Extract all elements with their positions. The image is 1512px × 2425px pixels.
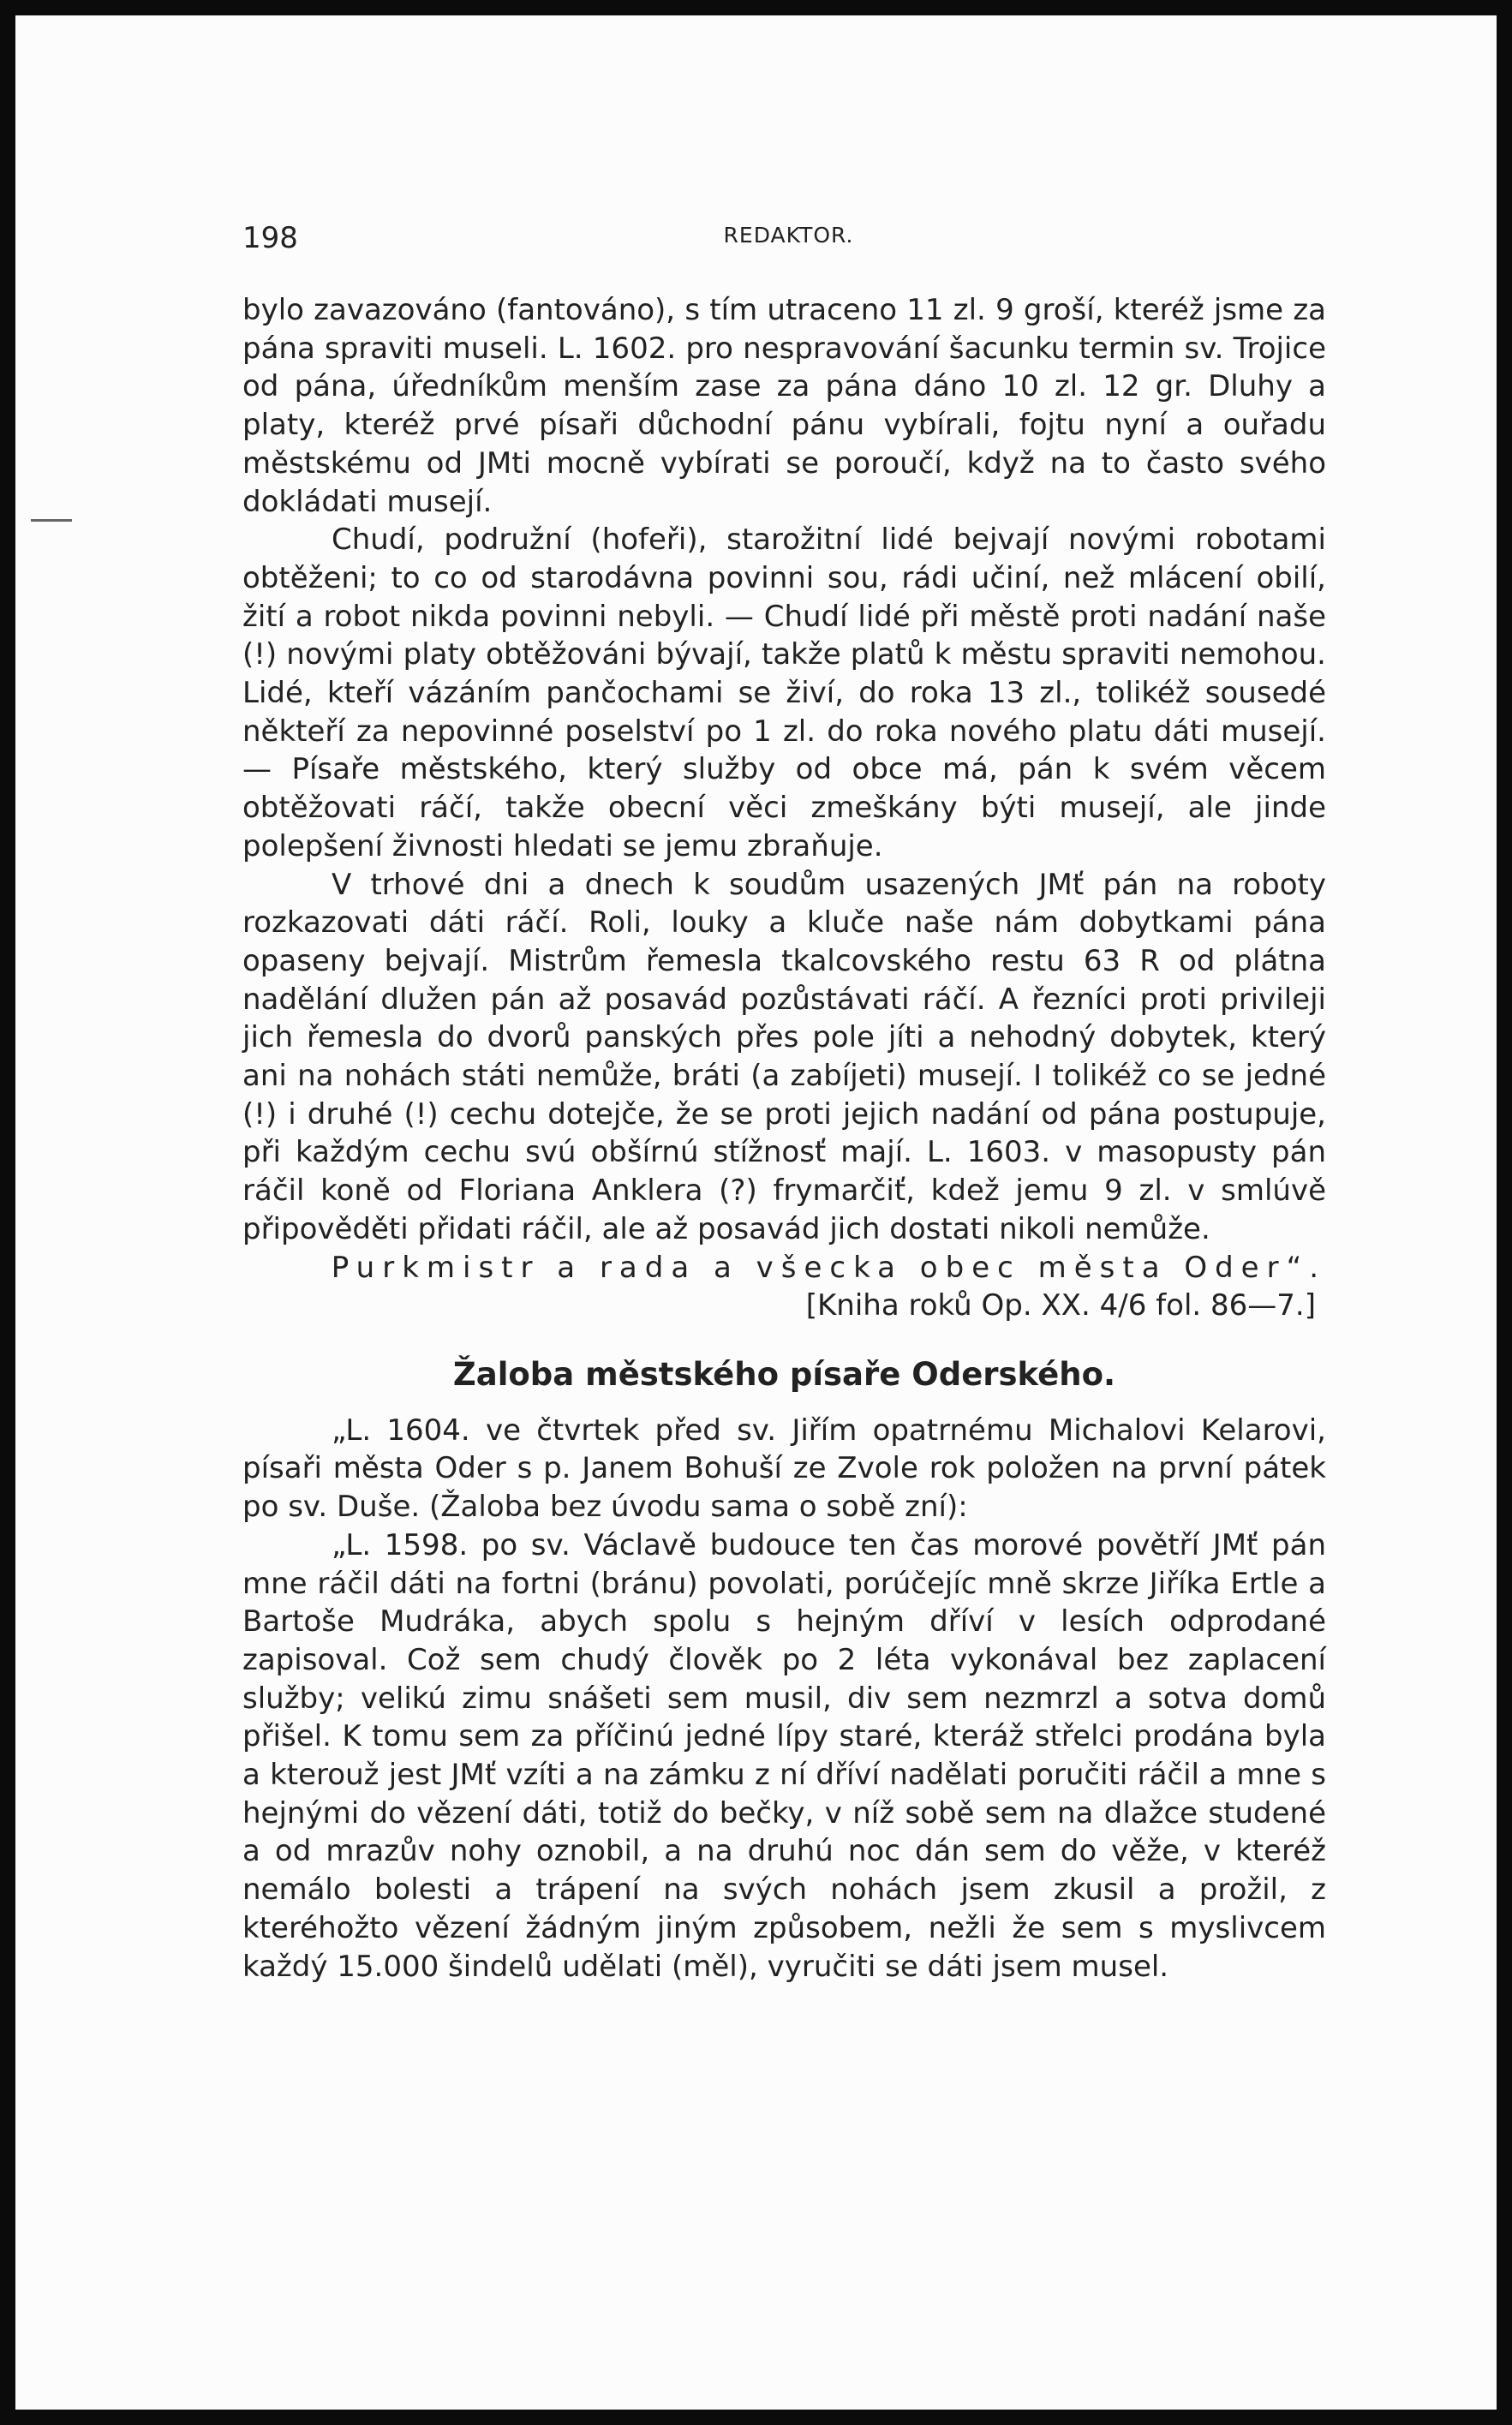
paragraph-2: Chudí, podružní (hofeři), starožitní lidé bejvají novými robotami obtěženi; to co od starodávna povinni sou, rádi učiní, než mlácení obilí, žití a robot nikda povinni nebyli. — Chudí lidé při městě proti nadání naše (!) novými platy obtěžováni bývají, takže platů k městu spraviti nemohou. Lidé, kteří vázáním pančochami se živí, do roka 13 zl., tolikéž sousedé někteří za nepovinné poselství po 1 zl. do roka nového platu dáti musejí. — Písaře městského, který služby od obce má, pán k svém věcem obtěžovati ráčí, takže obecní věci zmeškány býti musejí, ale jinde polepšení živnosti hledati se jemu zbraňuje. <box>242 523 1326 863</box>
paragraph-5: „L. 1598. po sv. Václavě budouce ten čas morové povětří JMť pán mne ráčil dáti na fortni (bránu) povolati, porúčejíc mně skrze Jiříka Ertle a Bartoše Mudráka, abych spolu s hejným dříví v lesích odprodané zapisoval. Což sem chudý člověk po 2 léta vykonával bez zaplacení služby; velikú zimu snášeti sem musil, div sem nezmrzl a sotva domů přišel. K tomu sem za příčinú jedné lípy staré, kteráž střelci prodána byla a kterouž jest JMť vzíti a na zámku z ní dříví nadělati poručiti ráčil a mne s hejnými do vězení dáti, totiž do bečky, v níž sobě sem na dlažce studené a od mrazův nohy oznobil, a na druhú noc dán sem do věže, v kteréž nemálo bolesti a trápení na svých nohách jsem zkusil a prožil, z kteréhožto vězení žádným jiným způsobem, nežli že sem s myslivcem každý 15.000 šindelů udělati (měl), vyručiti se dáti jsem musel. <box>242 1527 1326 1984</box>
paragraph-4: „L. 1604. ve čtvrtek před sv. Jiřím opatrnému Michalovi Kelarovi, písaři města Oder s p. Janem Bohuší ze Zvole rok položen na první pátek po sv. Duše. (Žaloba bez úvodu sama o sobě zní): <box>242 1413 1326 1525</box>
page-header <box>242 214 1335 266</box>
page-number: 198 <box>242 221 298 255</box>
running-title: REDAKTOR. <box>723 223 854 248</box>
body-text <box>242 291 1326 1986</box>
margin-mark <box>31 519 72 522</box>
signature-line: Purkmistr a rada a všecka obec města Oder“. <box>331 1250 1326 1285</box>
paragraph-1: bylo zavazováno (fantováno), s tím utraceno 11 zl. 9 groší, kteréž jsme za pána spraviti museli. L. 1602. pro nespravování šacunku termin sv. Trojice od pána, úředníkům menším zase za pána dáno 10 zl. 12 gr. Dluhy a platy, kteréž prvé písaři důchodní pánu vybírali, fojtu nyní a ouřadu městskému od JMti mocně vybírati se poroučí, když na to často svého dokládati musejí. <box>242 293 1326 519</box>
citation: [Kniha roků Op. XX. 4/6 fol. 86—7.] <box>805 1288 1316 1323</box>
paragraph-3: V trhové dni a dnech k soudům usazených JMť pán na roboty rozkazovati dáti ráčí. Roli, louky a kluče naše nám dobytkami pána opaseny bejvají. Mistrům řemesla tkalcovského restu 63 R od plátna nadělání dlužen pán až posavád pozůstávati ráčí. A řezníci proti privileji jich řemesla do dvorů panských přes pole jíti a nehodný dobytek, který ani na nohách státi nemůže, bráti (a zabíjeti) musejí. I tolikéž co se jedné (!) i druhé (!) cechu dotejče, že se proti jejich nadání od pána postupuje, při každým cechu svú obšírnú stížnosť mají. L. 1603. v masopusty pán ráčil koně od Floriana Anklera (?) frymarčiť, kdež jemu 9 zl. v smlúvě připověděti přidati ráčil, ale až posavád jich dostati nikoli nemůže. <box>242 867 1326 1246</box>
section-heading: Žaloba městského písaře Oderského. <box>452 1355 1116 1393</box>
